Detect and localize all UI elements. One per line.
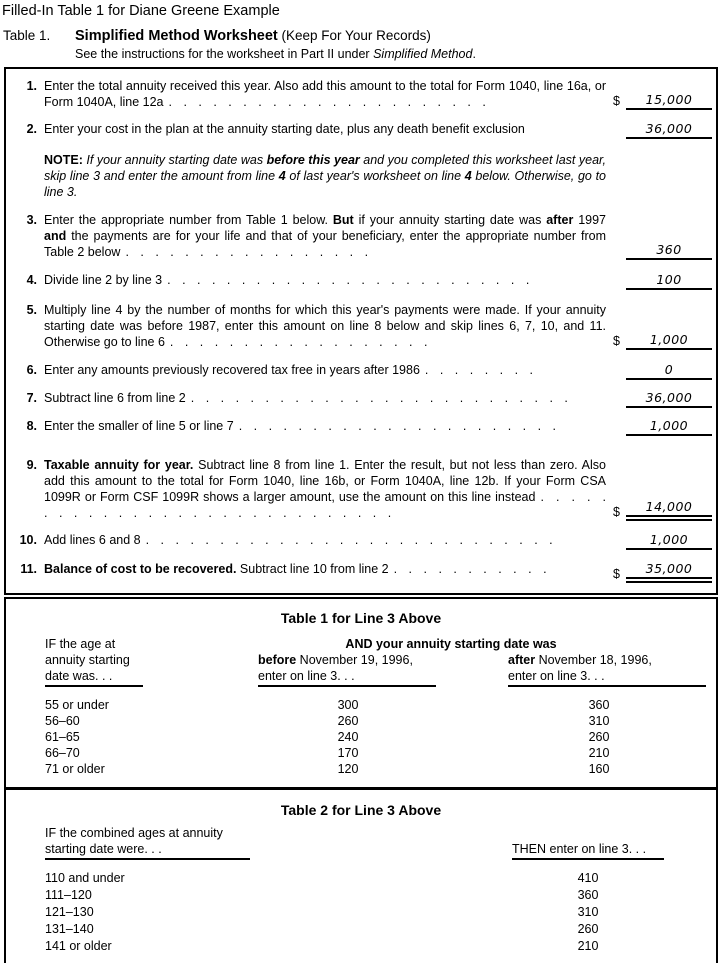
tables-divider (6, 787, 716, 790)
line-amount (606, 390, 716, 408)
line-number: 10. (19, 533, 37, 547)
amount-value: 35,000 (626, 561, 712, 579)
amount-value: 36,000 (626, 390, 712, 408)
line-amount (606, 561, 716, 583)
worksheet-line-10 (6, 532, 716, 550)
leader-dots: . . . . . . . . . . . . . . . . . . (169, 335, 428, 349)
worksheet-line-4 (6, 272, 716, 290)
line-text: Enter the appropriate number from Table 1 below. But if your annuity starting date was after 1997 and the payments are for your life and that of your beneficiary, enter the appropriate number from Table 2 below . . . . . . . . . . . . . . . . . (44, 213, 607, 259)
line-text: Balance of cost to be recovered. Subtract line 10 from line 2 . . . . . . . . . . . (44, 562, 547, 576)
table-row: 131–140 260 (45, 922, 599, 936)
line-text: Enter the smaller of line 5 or line 7 . . . . . . . . . . . . . . . . . . . . . . (44, 419, 557, 433)
amount-value: 14,000 (626, 499, 712, 517)
worksheet-line-1 (6, 78, 716, 110)
leader-dots: . . . . . . . . . . . . . . . . . . . . . . . . . . . . . (44, 490, 606, 520)
worksheet-line-6 (6, 362, 716, 380)
line-number: 5. (26, 303, 37, 317)
worksheet-line-3 (6, 212, 716, 260)
table-label: Table 1. (3, 28, 51, 43)
leader-dots: . . . . . . . . . . . . . . . . . . . . . . (238, 419, 557, 433)
table-row: 61–65 240 260 (45, 730, 610, 744)
amount-value: 1,000 (626, 532, 712, 550)
table2-col1-header: IF the combined ages at annuity starting date were. . . (45, 825, 250, 860)
line-amount (606, 418, 716, 436)
table-row: 141 or older 210 (45, 939, 599, 953)
leader-dots: . . . . . . . . (424, 363, 533, 377)
table-row: 55 or under 300 360 (45, 698, 610, 712)
double-underline (626, 561, 712, 583)
leader-dots: . . . . . . . . . . . (393, 562, 547, 576)
table2-rows (6, 870, 716, 963)
line-text: Add lines 6 and 8 . . . . . . . . . . . . . . . . . . . . . . . . . . . . (44, 533, 553, 547)
line-text: Enter your cost in the plan at the annuity starting date, plus any death benefit exclusion (44, 122, 525, 136)
table-title-suffix: (Keep For Your Records) (277, 28, 431, 43)
line-number: 1. (26, 79, 37, 93)
line-number: 9. (26, 458, 37, 472)
dollar-sign: $ (613, 567, 620, 581)
worksheet-line-9 (6, 457, 716, 521)
table-title-bold: Simplified Method Worksheet (75, 28, 278, 44)
worksheet-line-2 (6, 121, 716, 139)
line-number: 6. (26, 363, 37, 377)
amount-value: 100 (626, 272, 712, 290)
line-amount (606, 302, 716, 350)
line-text: Taxable annuity for year. Subtract line 8 from line 1. Enter the result, but not less than zero. Also add this amount to the total for Form 1040, line 16b, or Form 1040A, line 12b. If your Form CSA 1099R or Form CSF 1099R shows a larger amount, use the amount on this line instead . . . . . . . . . . . . . . . . . . . . . . . . . . . . . (44, 458, 606, 520)
line-text: Divide line 2 by line 3 . . . . . . . . . . . . . . . . . . . . . . . . . (44, 273, 530, 287)
amount-value: 15,000 (626, 92, 712, 110)
dollar-sign: $ (613, 94, 620, 108)
dollar-sign: $ (613, 334, 620, 348)
table1-col1-header: IF the age at annuity starting date was. . . (45, 636, 143, 687)
worksheet-line-8 (6, 418, 716, 436)
line-amount (606, 362, 716, 380)
worksheet-line-5 (6, 302, 716, 350)
table-row: 121–130 310 (45, 905, 599, 919)
table1-col3-header: after November 18, 1996, enter on line 3. . . (508, 652, 706, 687)
table1-col2-header: before November 19, 1996, enter on line 3. . . (258, 652, 436, 687)
table-caption (3, 27, 721, 45)
line-amount (606, 212, 716, 260)
amount-value: 1,000 (626, 418, 712, 436)
leader-dots: . . . . . . . . . . . . . . . . . (125, 245, 369, 259)
table-row: 71 or older 120 160 (45, 762, 610, 776)
line-text: Enter the total annuity received this year. Also add this amount to the total for Form 1040, line 16a, or Form 1040A, line 12a . . . . . . . . . . . . . . . . . . . . . . (44, 79, 606, 109)
line-text: Subtract line 6 from line 2 . . . . . . . . . . . . . . . . . . . . . . . . . . (44, 391, 568, 405)
dollar-sign: $ (613, 505, 620, 519)
table1-rows (6, 697, 716, 777)
double-underline (626, 499, 712, 521)
worksheet-line-11 (6, 561, 716, 583)
table-title (75, 27, 431, 45)
line-number: 2. (26, 122, 37, 136)
tables-box (4, 597, 718, 963)
amount-value: 1,000 (626, 332, 712, 350)
subtitle-italic: Simplified Method (373, 47, 473, 61)
leader-dots: . . . . . . . . . . . . . . . . . . . . . . . . . . (190, 391, 568, 405)
leader-dots: . . . . . . . . . . . . . . . . . . . . . . . . . . . . (145, 533, 553, 547)
line-text: Multiply line 4 by the number of months for which this year's payments were made. If your annuity starting date was before 1987, enter this amount on line 8 below and skip lines 6, 7, 10, and 11. Otherwise go to line 6 . . . . . . . . . . . . . . . . . . (44, 303, 606, 349)
table1-title: Table 1 for Line 3 Above (280, 610, 442, 626)
line-amount (606, 457, 716, 521)
table1-span-header: AND your annuity starting date was (345, 637, 557, 651)
table1-header (6, 636, 716, 691)
line-number: 7. (26, 391, 37, 405)
worksheet-note: NOTE: If your annuity starting date was before this year and you completed this worksheet last year, skip line 3 and enter the amount from line 4 of last year's worksheet on line 4 below. Otherwise, go to line 3. (44, 153, 606, 199)
table2-col2-header: THEN enter on line 3. . . (512, 841, 664, 860)
line-amount (606, 121, 716, 139)
line-number: 8. (26, 419, 37, 433)
line-amount (606, 78, 716, 110)
table-subtitle: See the instructions for the worksheet in Part II under Simplified Method. (75, 47, 476, 61)
table-row: 66–70 170 210 (45, 746, 610, 760)
worksheet-box (4, 67, 718, 595)
table-row: 111–120 360 (45, 888, 599, 902)
leader-dots: . . . . . . . . . . . . . . . . . . . . . . . . . (167, 273, 530, 287)
line-text: Enter any amounts previously recovered tax free in years after 1986 . . . . . . . . (44, 363, 533, 377)
amount-value: 36,000 (626, 121, 712, 139)
table-row: 56–60 260 310 (45, 714, 610, 728)
leader-dots: . . . . . . . . . . . . . . . . . . . . . . (168, 95, 486, 109)
line-number: 3. (26, 213, 37, 227)
table2-header (6, 825, 716, 863)
table2-title: Table 2 for Line 3 Above (280, 802, 442, 818)
table-row: 110 and under 410 (45, 871, 599, 885)
note-label: NOTE: (44, 153, 83, 167)
line-amount (606, 532, 716, 550)
page-title: Filled-In Table 1 for Diane Greene Example (2, 3, 280, 19)
line-number: 4. (26, 273, 37, 287)
amount-value: 0 (626, 362, 712, 380)
amount-value: 360 (626, 242, 712, 260)
worksheet-line-7 (6, 390, 716, 408)
line-amount (606, 272, 716, 290)
line-number: 11. (20, 562, 37, 576)
